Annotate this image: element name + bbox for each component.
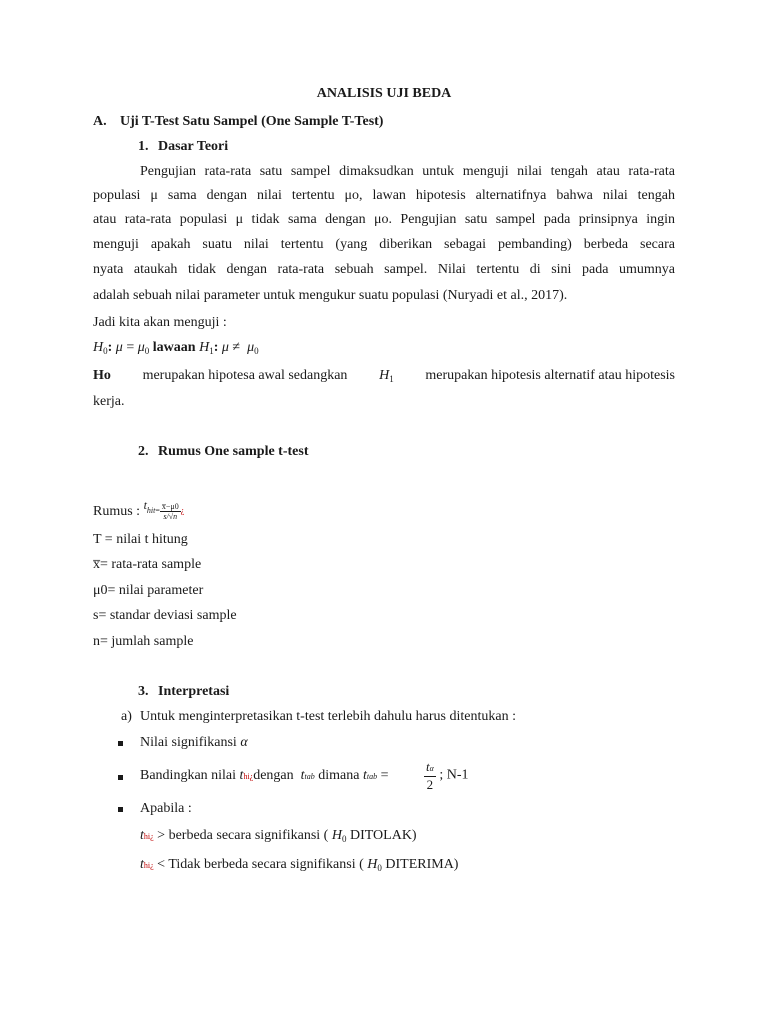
item-a-marker: a): [121, 709, 132, 724]
rumus-fraction: $\frac{x̅-\mu 0}{s/√n}$: [161, 502, 179, 522]
condition-ditolak: thi¿ > berbeda secara signifikansi ( $H_0$ DITOLAK): [140, 828, 417, 844]
bullet-icon: [118, 807, 123, 812]
def-xbar: x̅= rata-rata sample: [93, 557, 202, 572]
sub2-heading: Rumus One sample t-test: [158, 444, 309, 459]
para1-line-2: populasi μ sama dengan nilai tertentu μo, lawan hipotesis alternatifnya bahwa nilai tengah: [93, 188, 675, 203]
def-mu0: μ0= nilai parameter: [93, 583, 204, 598]
page-title: ANALISIS UJI BEDA: [316, 86, 452, 101]
para1-line-3: atau rata-rata populasi μ tidak sama dengan μo. Pengujian satu sampel pada prinsipnya ingin: [93, 212, 675, 227]
condition-diterima: thi¿ < Tidak berbeda secara signifikansi ( $H_0$ DITERIMA): [140, 857, 459, 873]
para1-line-5: nyata ataukah tidak dengan rata-rata sebuah sampel. Nilai tertentu di sini pada umumnya: [93, 262, 675, 277]
bullet-3: Apabila :: [140, 801, 192, 816]
def-t: T = nilai t hitung: [93, 532, 188, 547]
def-n: n= jumlah sample: [93, 634, 194, 649]
ho-line: Ho merupakan hipotesa awal sedangkan $H_1$ merupakan hipotesis alternatif atau hipotesis: [93, 368, 675, 384]
bullet-2: Bandingkan nilai thi¿dengan ttab dimana ttab =: [140, 768, 389, 783]
sub1-number: 1.: [138, 139, 149, 154]
alpha-fraction: $\frac{t\alpha}{2}$ ; N-1: [426, 759, 469, 792]
item-a-text: Untuk menginterpretasikan t-test terlebih dahulu harus ditentukan :: [140, 709, 516, 724]
ho-line-end: kerja.: [93, 394, 125, 409]
sub3-heading: Interpretasi: [158, 684, 230, 699]
bullet-icon: [118, 741, 123, 746]
section-a-heading: Uji T-Test Satu Sampel (One Sample T-Test): [120, 114, 384, 129]
def-s: s= standar deviasi sample: [93, 608, 237, 623]
sub3-number: 3.: [138, 684, 149, 699]
para1-line-6: adalah sebuah nilai parameter untuk mengukur suatu populasi (Nuryadi et al., 2017).: [93, 288, 568, 303]
bullet-1: Nilai signifikansi α: [140, 735, 248, 750]
bullet-icon: [118, 775, 123, 780]
para1-line-1: Pengujian rata-rata satu sampel dimaksudkan untuk menguji nilai tengah atau rata-rata: [140, 164, 675, 179]
sub1-heading: Dasar Teori: [158, 139, 229, 154]
rumus-line: Rumus : thit= $\frac{x̅-\mu 0}{s/√n}$ ¿: [93, 498, 185, 522]
sub2-number: 2.: [138, 444, 149, 459]
para1-line-4: menguji apakah suatu nilai tertentu (yang diberikan sebagai pembanding) berbeda secara: [93, 237, 675, 252]
section-a-letter: A.: [93, 114, 107, 129]
jadi-text: Jadi kita akan menguji :: [93, 315, 227, 330]
hypothesis-line: $H_0$: $\mu = \mu_0$ lawaan $H_1$: $\mu \ne \mu_0$: [93, 340, 259, 356]
